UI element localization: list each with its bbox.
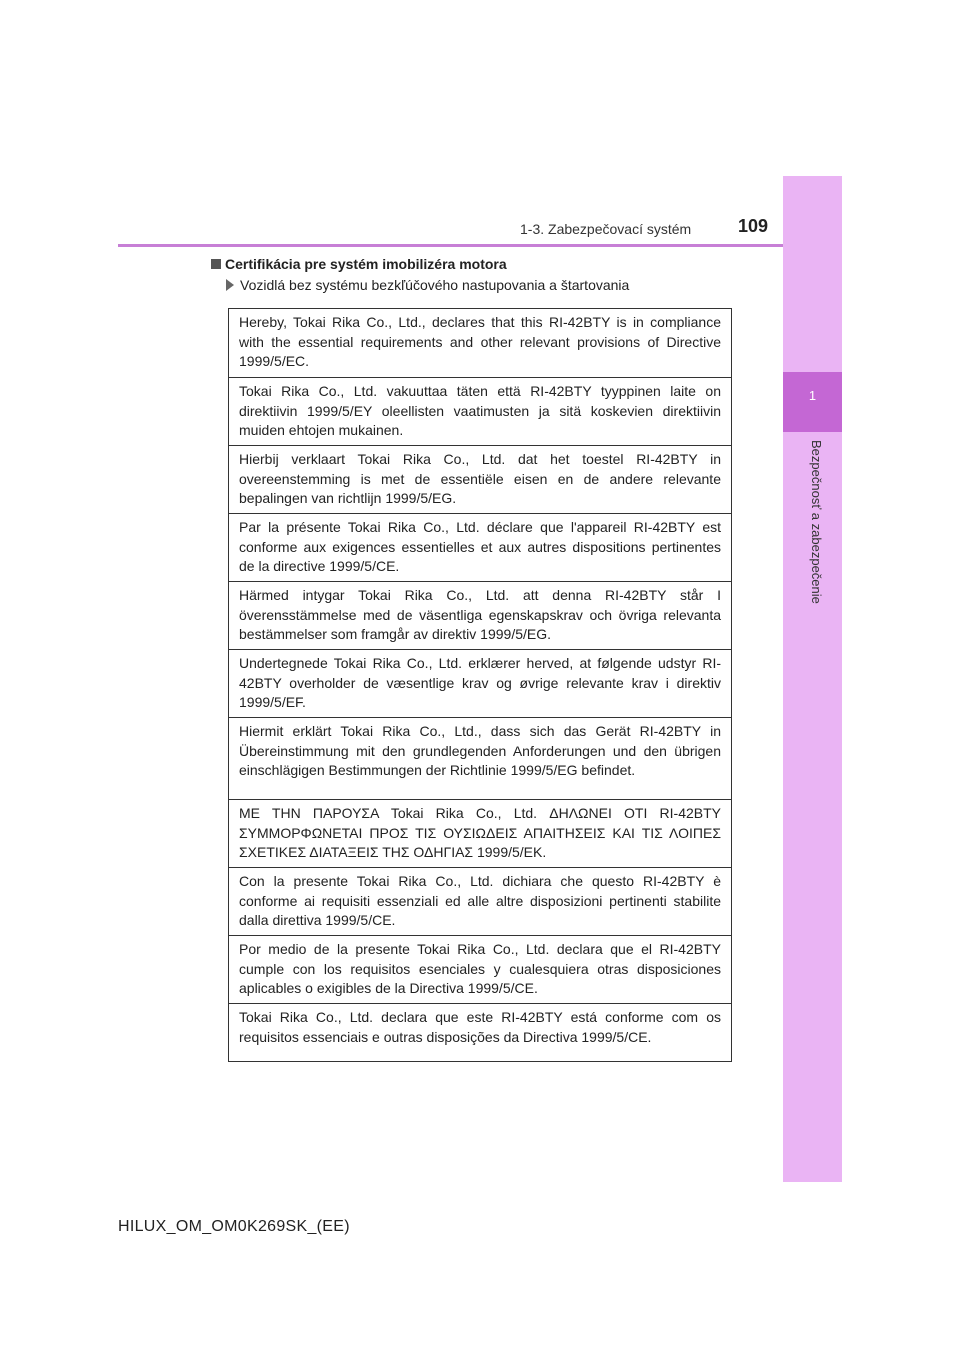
page-number: 109 <box>738 216 769 236</box>
declaration-en: Hereby, Tokai Rika Co., Ltd., declares that this RI-42BTY is in compliance with the essential requirements and other relevant provisions of Directive 1999/5/EC. <box>239 314 721 369</box>
section-title-text: Certifikácia pre systém imobilizéra motora <box>225 256 507 272</box>
sub-title <box>226 277 629 293</box>
section-title <box>211 256 507 272</box>
declaration-nl: Hierbij verklaart Tokai Rika Co., Ltd. dat het toestel RI-42BTY in overeenstemming is met de essentiële eisen en de andere relevante bepalingen van richtlijn 1999/5/EG. <box>229 445 731 513</box>
declaration-fi: Tokai Rika Co., Ltd. vakuuttaa täten että RI-42BTY tyyppinen laite on direktiivin 1999/5/EY oleellisten vaatimusten ja sitä koskevien direktiivin muiden ehtojen mukainen. <box>229 377 731 445</box>
arrow-right-icon <box>226 279 234 291</box>
square-bullet-icon <box>211 259 221 269</box>
declaration-de: Hiermit erklärt Tokai Rika Co., Ltd., dass sich das Gerät RI-42BTY in Übereinstimmung mit den grundlegenden Anforderungen und den übrigen einschlägigen Bestimmungen der Richtlinie 1999/5/EG befindet. <box>229 717 731 799</box>
declaration-it: Con la presente Tokai Rika Co., Ltd. dichiara che questo RI-42BTY è conforme ai requisiti essenziali ed alle altre disposizioni pertinenti stabilite dalla direttiva 1999/5/CE. <box>229 867 731 935</box>
declarations-table <box>228 308 732 1062</box>
declaration-el: ΜΕ ΤΗΝ ΠΑΡΟΥΣΑ Tokai Rika Co., Ltd. ΔΗΛΩΝΕΙ ΟΤΙ RI-42BTY ΣΥΜΜΟΡΦΩΝΕΤΑΙ ΠΡΟΣ ΤΙΣ ΟΥΣΙΩΔΕΙΣ ΑΠΑΙΤΗΣΕΙΣ ΚΑΙ ΤΙΣ ΛΟΙΠΕΣ ΣΧΕΤΙΚΕΣ ΔΙΑΤΑΞΕΙΣ ΤΗΣ ΟΔΗΓΙΑΣ 1999/5/ΕΚ. <box>229 799 731 867</box>
declaration-sv: Härmed intygar Tokai Rika Co., Ltd. att denna RI-42BTY står I överensstämmelse med de väsentliga egenskapskrav och övriga relevanta bestämmelser som framgår av direktiv 1999/5/EG. <box>229 581 731 649</box>
declaration-es: Por medio de la presente Tokai Rika Co., Ltd. declara que el RI-42BTY cumple con los requisitos esenciales y cualesquiera otras disposiciones aplicables o exigibles de la Directiva 1999/5/CE. <box>229 935 731 1003</box>
document-code: HILUX_OM_OM0K269SK_(EE) <box>118 1218 350 1235</box>
declaration-da: Undertegnede Tokai Rika Co., Ltd. erklærer herved, at følgende udstyr RI-42BTY overholder de væsentlige krav og øvrige relevante krav i direktiv 1999/5/EF. <box>229 649 731 717</box>
declaration-fr: Par la présente Tokai Rika Co., Ltd. déclare que l'appareil RI-42BTY est conforme aux exigences essentielles et aux autres dispositions pertinentes de la directive 1999/5/CE. <box>229 513 731 581</box>
header-section-title: 1-3. Zabezpečovací systém <box>520 221 692 237</box>
sub-title-text: Vozidlá bez systému bezkľúčového nastupovania a štartovania <box>240 277 630 293</box>
chapter-title: Bezpečnosť a zabezpečenie <box>809 440 824 604</box>
declaration-pt: Tokai Rika Co., Ltd. declara que este RI-42BTY está conforme com os requisitos essenciais e outras disposições da Directiva 1999/5/CE. <box>229 1003 731 1061</box>
chapter-number: 1 <box>808 388 817 403</box>
chapter-sidebar <box>783 176 842 1182</box>
header-divider <box>118 244 783 247</box>
